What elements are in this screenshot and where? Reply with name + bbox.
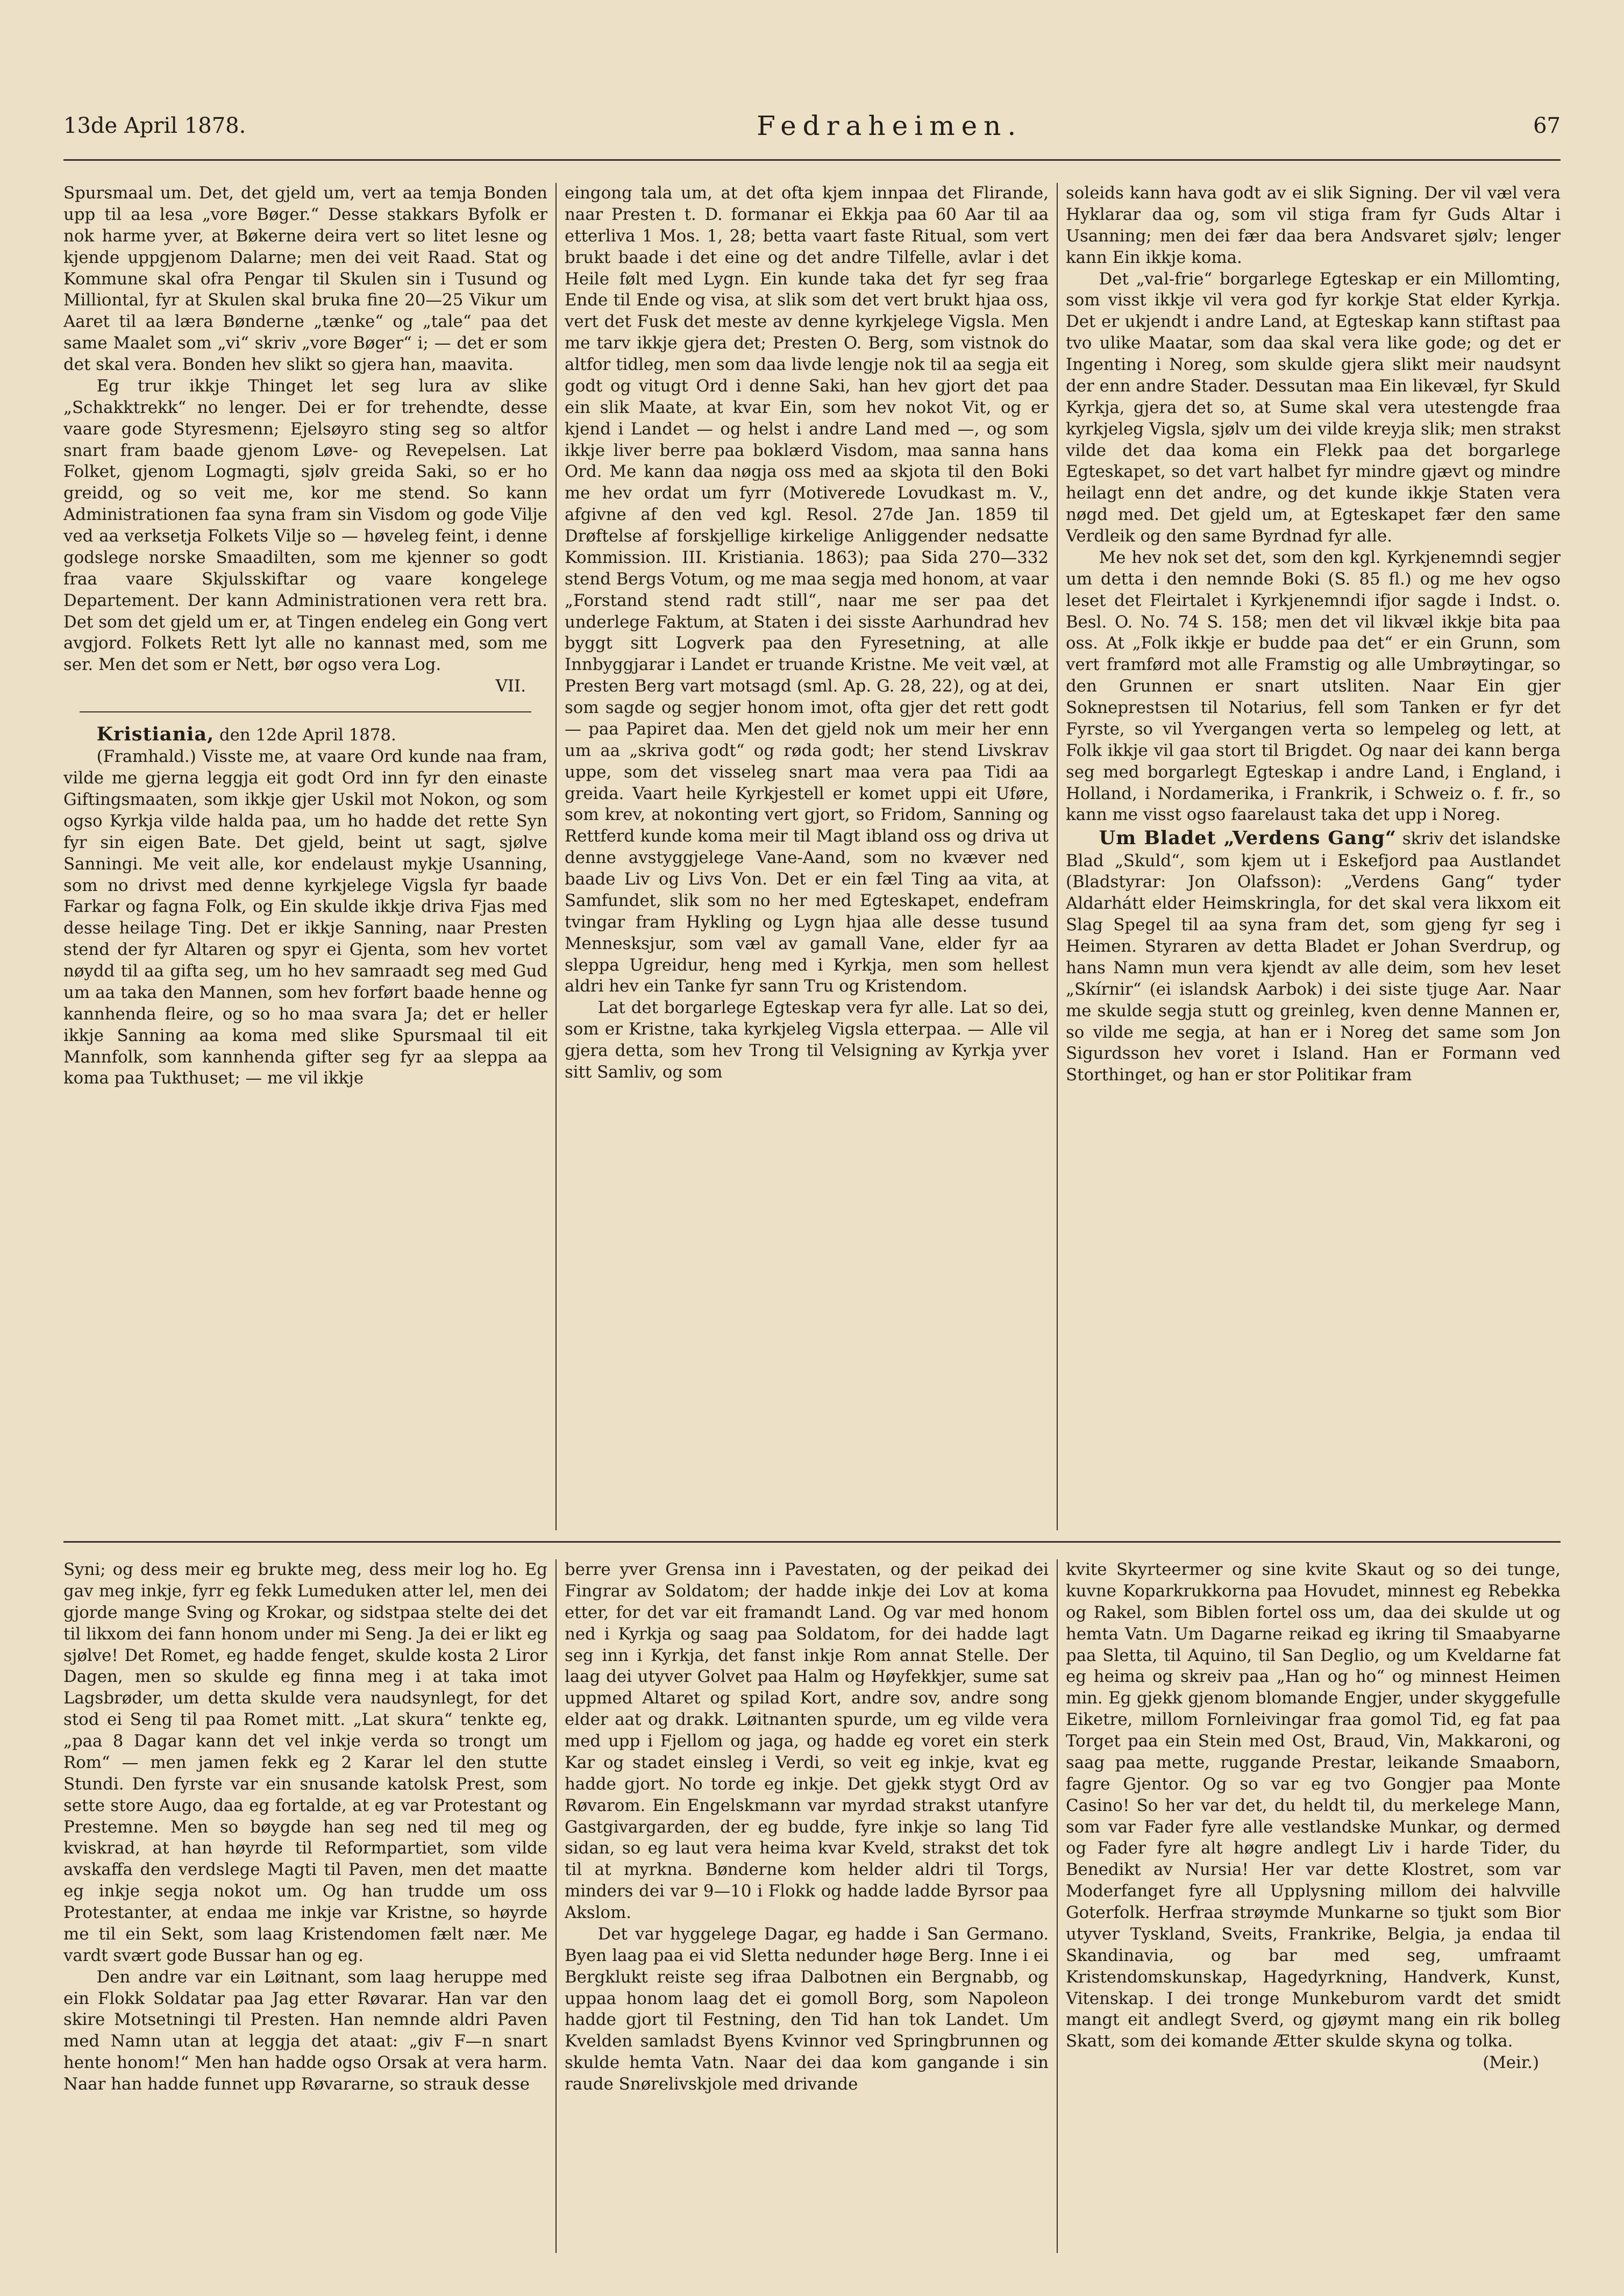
paragraph: Det „val-frie“ borgarlege Egteskap er ein Millomting, som visst ikkje vil vera god fyr korkje Stat elder Kyrkja. Det er ukjendt i andre Land, at Egteskap kann stiftast paa tvo ulike Maatar, som daa skal vera like gode; og det er Ingenting i Noreg, som skulde gjera slikt meir naudsynt der enn andre Stader. Dessutan maa Ein likevæl, fyr Skuld Kyrkja, gjera det so, at Sume skal vera utestengde fraa kyrkjeleg Vigsla, sjølv um dei vilde kreyja slik; men strakst vilde det daa koma ein Flekk paa det borgarlege Egteskapet, so det vart halbet fyr mindre gjævt og mindre heilagt enn det andre, og det kunde ikkje Staten vera nøgd med. Det gjeld um, at Egteskapet fær den same Verdleik og den same Byrdnad fyr alle.: [1066, 269, 1561, 546]
section-heading: [63, 722, 547, 746]
issue-date: 13de April 1878.: [63, 113, 246, 138]
column-rule: [1057, 183, 1058, 1530]
top-column-2: [565, 183, 1049, 1530]
paragraph: Me hev nok set det, som den kgl. Kyrkjenemndi segjer um detta i den nemnde Boki (S. 85 fl.) og me hev ogso leset det Fleirtalet i Kyrkjenemndi ifjor sagde i Indst. o. Besl. O. No. 74 S. 158; men det vil likvæl ikkje bita paa oss. At „Folk ikkje er budde paa det“ er ein Grunn, som vert framførd mot alle Framstig og alle Umbrøytingar, so den Grunnen er snart utsliten. Naar Ein gjer Sokneprestsen til Notarius, fell som Tanken er fyr det Fyrste, so vil Yvergangen verta so lempeleg og lett, at Folk ikkje vil gaa stort til Brigdet. Og naar dei kann berga seg med borgarlegt Egteskap i andre Land, i England, i Holland, i Nordamerika, i Frankrik, i Schweiz o. f. fr., so kann me visst ogso faarelaust taka det upp i Noreg.: [1066, 547, 1561, 825]
page-header: [63, 99, 1561, 153]
paragraph: Eg trur ikkje Thinget let seg lura av slike „Schakktrekk“ no lenger. Dei er for trehendte, desse vaare gode Styresmenn; Ejelsøyro sting seg so altfor snart fram baade gjenom Løve- og Revepelsen. Lat Folket, gjenom Logmagti, sjølv greida Saki, so er ho greidd, og so veit me, kor me stend. So kann Administrationen faa syna fram sin Visdom og gode Vilje ved aa verksetja Folkets Vilje so — høveleg feint, i denne godslege norske Smaadilten, som me kjenner so godt fraa vaare Skjulsskiftar og vaare kongelege Departement. Der kann Administrationen vera rett bra. Det som det gjeld um er, at Tingen endeleg ein Gong vert avgjord. Folkets Rett lyt alle no kannast med, som me ser. Men det som er Nett, bør ogso vera Log.: [63, 376, 547, 675]
paragraph: kvite Skyrteermer og sine kvite Skaut og so dei tunge, kuvne Koparkrukkorna paa Hovudet, minnest eg Rebekka og Rakel, som Biblen fortel oss um, daa dei skulde ut og hemta Vatn. Um Dagarne reikad eg ikring til Smaabyarne paa Sletta, til Aquino, til San Deglio, og um Kveldarne fat eg heima og skreiv paa „Han og ho“ og minnest Heimen min. Eg gjekk gjenom blomande Engjer, under skyggefulle Eiketre, millom Fornleivingar fraa gomol Tid, eg fat paa Torget paa ein Stein med Ost, Braud, Vin, Makkaroni, og saag paa mette, ruggande Prestar, leikande Smaaborn, fagre Gjentor. Og so var eg tvo Gongjer paa Monte Casino! So her var det, du heldt til, du merkelege Mann, som var Fader fyre alle vestlandske Munkar, og dermed og Fader fyre alt høgre andlegt Liv i harde Tider, du Benedikt av Nursia! Her var dette Klostret, som var Moderfanget fyre all Upplysning millom dei halvville Goterfolk. Herfraa strøymde Munkarne so tjukt som Bior utyver Tyskland, Sveits, Frankrike, Belgia, ja endaa til Skandinavia, og bar med seg, umfraamt Kristendomskunskap, Hagedyrkning, Handverk, Kunst, Vitenskap. I dei tronge Munkeburom vardt det smidt mangt eit andlegt Sverd, og gjøymt mang ein rik bolleg Skatt, som dei komande Ætter skulde skyna og tolka.: [1066, 1560, 1561, 2051]
section-divider: [80, 711, 531, 712]
paragraph: Syni; og dess meir eg brukte meg, dess meir log ho. Eg gav meg inkje, fyrr eg fekk Lumeduken atter lel, men dei gjorde mange Sving og Krokar, og sidstpaa stelte dei det til likxom dei fann honom under mi Seng. Ja dei er likt eg sjølve! Det Romet, eg hadde fenget, skulde kosta 2 Liror Dagen, men so skulde eg finna meg i at taka imot Lagsbrøder, um detta skulde vera naudsynlegt, for det stod ei Seng til paa Romet mitt. „Lat skura“ tenkte eg, „paa 8 Dagar kann det vel inkje verda so trongt um Rom“ — men jamen fekk eg 2 Karar lel den stutte Stundi. Den fyrste var ein snusande katolsk Prest, som sette store Augo, daa eg fortalde, at eg var Protestant og Prestemne. Men so bøygde han seg ned til meg og kviskrad, at han høyrde til Reformpartiet, som vilde avskaffa den verdslege Magti til Paven, men det maatte eg inkje segja nokot um. Og han trudde um oss Protestanter, at endaa me inkje var Kristne, so høyrde me til ein Sekt, som laag Kristendomen fælt nær. Me vardt svært gode Bussar han og eg.: [63, 1560, 547, 1965]
bottom-column-1: [63, 1559, 547, 2253]
column-rule: [1057, 1559, 1058, 2253]
section-heading-date: den 12de April 1878.: [214, 725, 396, 745]
header-rule: [63, 159, 1561, 161]
column-rule: [555, 1559, 557, 2253]
paragraph: (Framhald.) Visste me, at vaare Ord kunde naa fram, vilde me gjerna leggja eit godt Ord inn fyr den einaste Giftingsmaaten, som ikkje gjer Uskil mot Nokon, og som ogso Kyrkja vilde halda paa, um ho hadde det rette Syn fyr sin eigen Bate. Det gjeld, beint ut sagt, sjølve Sanningi. Me veit alle, kor endelaust mykje Usanning, som no drivst med denne kyrkjelege Vigsla fyr baade Farkar og fagna Folk, og Ein skulde ikkje driva Fjas med desse heilage Ting. Det er ikkje Sanning, naar Presten stend der fyr Altaren og spyr ei Gjenta, som hev vortet nøydd til aa gifta seg, um ho hev samraadt seg med Gud um aa taka den Mannen, som hev forført baade henne og kannhenda fleire, og so ho maa svara Ja; det er heller ikkje Sanning aa koma med slike Spursmaal til eit Mannfolk, som kannhenda gifter seg fyr aa sleppa aa koma paa Tukthuset; — me vil ikkje: [63, 747, 547, 1088]
paragraph: eingong tala um, at det ofta kjem innpaa det Flirande, naar Presten t. D. formanar ei Ekkja paa 60 Aar til aa etterliva 1 Mos. 1, 28; betta vaart faste Ritual, som vert brukt baade i det eine og det andre Tilfelle, avlar i det Heile følt med Lygn. Ein kunde taka det fyr seg fraa Ende til Ende og visa, at slik som det vert brukt hjaa oss, vert det Fusk det meste av denne kyrkjelege Vigsla. Men me tarv ikkje gjera det; Presten O. Berg, som vistnok do altfor tidleg, men som daa livde lengje nok til aa segja eit godt og vitugt Ord i denne Saki, han hev gjort det paa ein slik Maate, at kvar Ein, som hev nokot Vit, og er kjend i Landet — og helst i andre Land med —, og som ikkje liver berre paa boklærd Visdom, maa sanna hans Ord. Me kann daa nøgja oss med aa skjota til den Boki me hev ordat um fyrr (Motiverede Lovudkast m. V., afgivne af den ved kgl. Resol. 27de Jan. 1859 til Drøftelse af forskjellige kirkelige Anliggender nedsatte Kommission. III. Kristiania. 1863); paa Sida 270—332 stend Bergs Votum, og me maa segja med honom, at vaar „Forstand stend radt still“, naar me ser paa det underlege Faktum, at Staten i dei sisste Aarhundrad hev byggt sitt Logverk paa den Fyresetning, at alle Innbyggjarar i Landet er truande Kristne. Me veit væl, at Presten Berg vart motsagd (sml. Ap. G. 28, 22), og at dei, som sagde og segjer honom imot, ofta gjer det rett godt — paa Papiret daa. Men det gjeld nok um meir her enn um aa „skriva godt“ og røda godt; her stend Livskrav uppe, som det visseleg snart maa vera paa Tidi aa greida. Vaart heile Kyrkjestell er komet uppi eit Uføre, som krev, at nokonting vert gjort, so Fridom, Sanning og Rettferd kunde koma meir til Magt ibland oss og driva ut denne avstyggjelege Vane-Aand, som no kvæver ned baade Liv og Livs Von. Det er ein fæl Ting aa vita, at Samfundet, slik som no her med Egteskapet, endefram tvingar fram Hykling og Lygn hjaa alle desse tusund Mennesksjur, som væl av gamall Vane, elder fyr aa sleppa Ugreidur, heng med i Kyrkja, men som hellest aldri hev ein Tanke fyr sann Tru og Kristendom.: [565, 183, 1049, 996]
page-number: 67: [1533, 113, 1561, 138]
section-rule: [63, 1541, 1561, 1543]
paragraph: Det var hyggelege Dagar, eg hadde i San Germano. Byen laag paa ei vid Sletta nedunder høge Berg. Inne i ei Bergklukt reiste seg ifraa Dalbotnen ein Bergnabb, og uppaa honom laag det ei gomoll Borg, som Napoleon hadde gjort til Festning, den Tid han tok Landet. Um Kvelden samladst Byens Kvinnor ved Springbrunnen og skulde hemta Vatn. Naar dei daa kom gangande i sin raude Snørelivskjole med drivande: [565, 1924, 1049, 2094]
paragraph: Den andre var ein Løitnant, som laag heruppe med ein Flokk Soldatar paa Jag etter Røvarar. Han var den skire Motsetningi til Presten. Han nemnde aldri Paven med Namn utan at leggja det ataat: „giv F—n snart hente honom!“ Men han hadde ogso Orsak at vera harm. Naar han hadde funnet upp Røvararne, so strauk desse: [63, 1967, 547, 2094]
bottom-column-2: [565, 1559, 1049, 2253]
section-heading-text: skriv det islandske Blad „Skuld“, som kjem ut i Eskefjord paa Austlandet (Bladstyrar: Jon Olafsson): „Verdens Gang“ tyder Aldarhátt elder Heimskringla, for det skal vera likxom eit Slag Spegel til aa syna fram det, som gjeng fyr seg i Heimen. Styraren av detta Bladet er Johan Sverdrup, og hans Namn mun vera kjendt av alle deim, som hev leset „Skírnir“ (ei islandsk Aarbok) i dei siste tjuge Aar. Naar me skulde segja stutt og greinleg, kven denne Mannen er, so vilde me segja, at han er i Noreg det same som Jon Sigurdsson hev voret i Island. Han er Formann ved Storthinget, og han er stor Politikar fram: [1066, 829, 1561, 1085]
section-heading: [1066, 826, 1561, 1086]
bottom-column-3: [1066, 1559, 1561, 2253]
paragraph: soleids kann hava godt av ei slik Signing. Der vil væl vera Hyklarar daa og, som vil stiga fram fyr Guds Altar i Usanning; men dei fær daa bera Andsvaret sjølv; lenger kann Ein ikkje koma.: [1066, 183, 1561, 267]
continued-note: (Meir.): [1483, 2053, 1539, 2073]
newspaper-title: Fedraheimen.: [757, 110, 1023, 141]
paragraph: Spursmaal um. Det, det gjeld um, vert aa temja Bonden upp til aa lesa „vore Bøger.“ Desse stakkars Byfolk er nok harme yver, at Bøkerne deira vert so litet lesne og kjende uppgjenom Dalarne; men dei veit Raad. Stat og Kommune skal ofra Pengar til Skulen sin i Tusund og Milliontal, fyr at Skulen skal bruka fine 20—25 Vikur um Aaret til aa læra Bønderne „tænke“ og „tale“ paa det same Maalet som „vi“ skriv „vore Bøger“ i; — det er som det skal vera. Bonden hev slikt so gjera han, maavita.: [63, 183, 547, 374]
top-column-1: [63, 183, 547, 1530]
section-heading-lead: Um Bladet „Verdens Gang“: [1099, 827, 1397, 850]
column-rule: [555, 183, 557, 1530]
signature: VII.: [495, 676, 526, 696]
paragraph: berre yver Grensa inn i Pavestaten, og der peikad dei Fingrar av Soldatom; der hadde inkje dei Lov at koma etter, for det var eit framandt Land. Og var med honom ned i Kyrkja og saag paa Soldatom, for dei hadde lagt seg inn i Kyrkja, det fanst inkje Rom annat Stelle. Der laag dei utyver Golvet paa Halm og Høyfekkjer, sume sat uppmed Altaret og spilad Kort, andre sov, andre song elder aat og drakk. Løitnanten spurde, um eg vilde vera med upp i Fjellom og jaga, og hadde eg voret ein sterk Kar og stadet einsleg i Verdi, so veit eg inkje, kvat eg hadde gjort. No torde eg inkje. Det gjekk stygt Ord av Røvarom. Ein Engelskmann var myrdad strakst utanfyre Gastgivargarden, der eg budde, fyre inkje so lang Tid sidan, so eg laut vera heima kvar Kveld, strakst det tok til at myrkna. Bønderne kom helder aldri til Torgs, minders dei var 9—10 i Flokk og hadde ladde Byrsor paa Akslom.: [565, 1560, 1049, 1922]
top-column-3: [1066, 183, 1561, 1530]
section-heading-lead: Kristiania,: [96, 723, 215, 745]
paragraph: Lat det borgarlege Egteskap vera fyr alle. Lat so dei, som er Kristne, taka kyrkjeleg Vigsla etterpaa. — Alle vil gjera detta, som hev Trong til Velsigning av Kyrkja yver sitt Samliv, og som: [565, 998, 1049, 1082]
